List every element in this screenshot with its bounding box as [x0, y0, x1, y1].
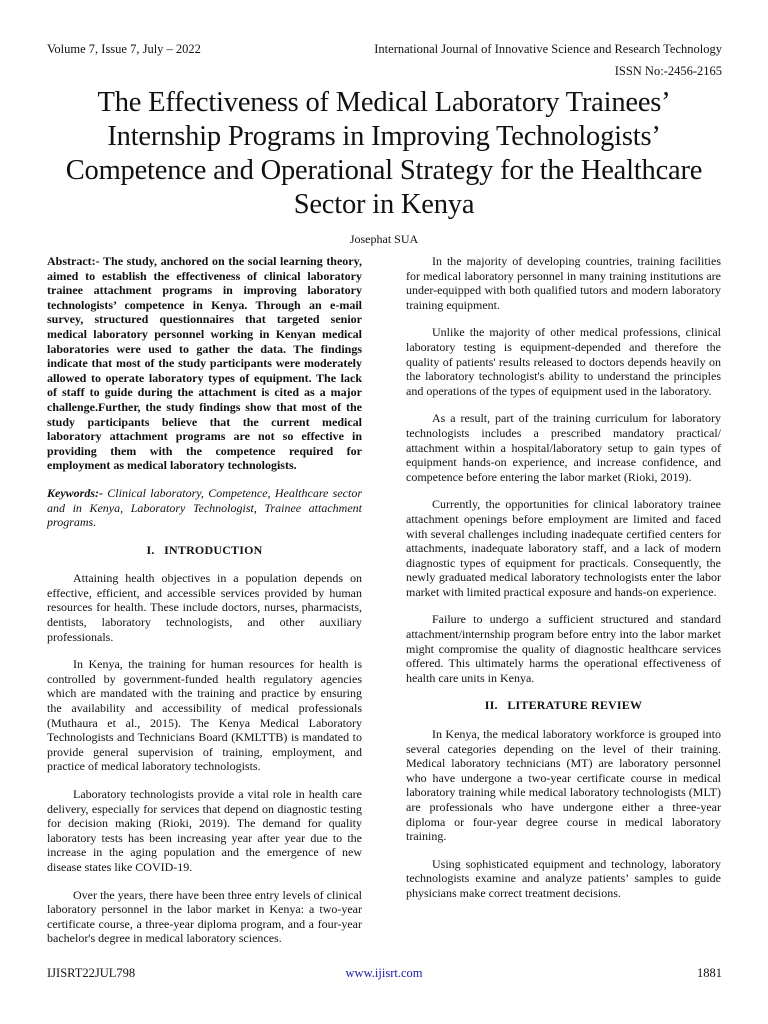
- author-name: Josephat SUA: [349, 232, 419, 246]
- paragraph: Over the years, there have been three entry levels of clinical laboratory personnel in the labor market in Kenya: a two-year certificate course, a three-year diploma program, and a four-year bachelor's degree in medical laboratory sciences.: [47, 887, 362, 946]
- left-column: [47, 254, 362, 959]
- website-link[interactable]: www.ijisrt.com: [345, 966, 423, 980]
- keywords: [47, 486, 362, 530]
- paragraph: Currently, the opportunities for clinical laboratory trainee attachment openings before employment are limited and faced with several challenges including inadequate certified centers for attachments, inadequate laboratory staff, and a lack of modern diagnostic types of equipment for practicals. Consequently, the newly graduated medical laboratory technologists enter the labor market with limited practical exposure and hands-on experience.: [406, 497, 721, 599]
- abstract-text: The study, anchored on the social learning theory, aimed to establish the effectiveness of clinical laboratory trainee attachment programs in improving laboratory technologists’ competence in Kenya. Through an e-mail survey, structured questionnaires that targeted senior medical laboratory personnel working in Kenyan medical laboratories were used to gather the data. The findings indicate that most of the study participants were moderately allowed to operate laboratory types of equipment. The lack of staff to guide during the attachment is cited as a major challenge.Further, the study findings show that most of the study participants believe that the current medical laboratory attachment programs are not so effective in providing them with the competence required for employment as medical laboratory technologists.: [47, 254, 362, 473]
- keywords-text: Clinical laboratory, Competence, Healthcare sector and in Kenya, Laboratory Technologist, Trainee attachment programs.: [47, 485, 362, 530]
- literature-review-heading: II. LITERATURE REVIEW: [484, 698, 643, 713]
- introduction-heading: I. INTRODUCTION: [146, 542, 263, 557]
- keywords-label: Keywords:-: [47, 485, 103, 500]
- paragraph: As a result, part of the training curriculum for laboratory technologists includes a prescribed mandatory practical/ attachment within a hospital/laboratory setup to gain types of equipment hands-on experience, and increase confidence, and competence before entering the labor market (Rioki, 2019).: [406, 411, 721, 484]
- paragraph: Failure to undergo a sufficient structured and standard attachment/internship program before entry into the labor market might compromise the quality of diagnostic healthcare services offered. This ultimately harms the operational effectiveness of health care units in Kenya.: [406, 612, 721, 685]
- right-column: [406, 254, 721, 914]
- volume-info: Volume 7, Issue 7, July – 2022: [47, 42, 201, 56]
- page-number: 1881: [697, 966, 722, 980]
- abstract-label: Abstract:-: [47, 254, 100, 268]
- paragraph: Attaining health objectives in a population depends on effective, efficient, and accessible services provided by human resources for health. These include doctors, nurses, pharmacists, dentists, laboratory technologists, and other auxiliary professionals.: [47, 571, 362, 644]
- paper-id: IJISRT22JUL798: [47, 966, 136, 980]
- footer-website-wrap: [0, 966, 768, 981]
- paragraph: In Kenya, the training for human resources for health is controlled by government-funded health regulatory agencies which are mandated with the training and practice by ensuring the availability and accessibility of medical professionals (Muthaura et al., 2015). The Kenya Medical Laboratory Technologists and Technicians Board (KMLTTB) is mandated to provide general supervision of training, employment, and practice of medical laboratory technologists.: [47, 657, 362, 774]
- abstract: [47, 254, 362, 473]
- issn: ISSN No:-2456-2165: [614, 64, 722, 78]
- journal-name: International Journal of Innovative Science and Research Technology: [374, 42, 722, 56]
- paragraph: In Kenya, the medical laboratory workforce is grouped into several categories depending on the level of their training. Medical laboratory technicians (MT) are laboratory personnel who have undergone a two-year certificate course in medical laboratory training while medical laboratory technologists (MLT) are professionals who have undergone either a three-year diploma or four-year degree course in medical laboratory training.: [406, 727, 721, 844]
- paragraph: Unlike the majority of other medical professions, clinical laboratory testing is equipment-depended and therefore the quality of patients' results released to doctors depends heavily on the laboratory technologist's ability to understand the principles and operations of the types of equipment used in the laboratory.: [406, 325, 721, 398]
- paragraph: Laboratory technologists provide a vital role in health care delivery, especially for services that depend on diagnostic testing for decision making (Rioki, 2019). The demand for quality laboratory tests has been increasing year after year due to the increase in the aging population and the emergence of new disease states like COVID-19.: [47, 787, 362, 874]
- paper-title: The Effectiveness of Medical Laboratory Trainees’ Internship Programs in Improving Technologists’ Competence and Operational Strategy for the Healthcare Sector in Kenya: [65, 87, 703, 220]
- paragraph: In the majority of developing countries, training facilities for medical laboratory personnel in many training institutions are under-equipped with both qualified tutors and modern laboratory training equipment.: [406, 254, 721, 312]
- paragraph: Using sophisticated equipment and technology, laboratory technologists examine and analyze patients’ samples to guide physicians make correct treatment decisions.: [406, 856, 721, 900]
